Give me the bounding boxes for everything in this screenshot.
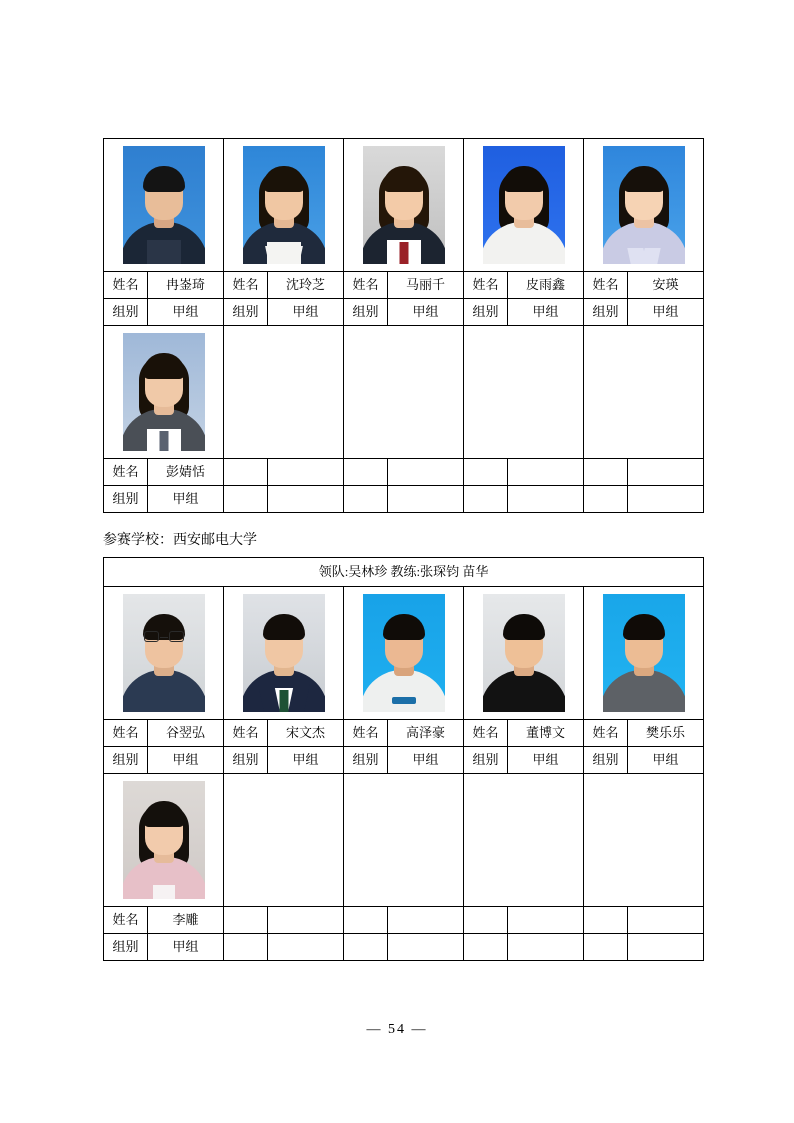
photo-cell-empty	[464, 326, 584, 459]
photo-cell	[464, 587, 584, 720]
page-number-text: — 54 —	[366, 1022, 428, 1037]
empty-cell	[508, 459, 584, 486]
value-name: 皮雨鑫	[508, 272, 584, 299]
empty-cell	[388, 907, 464, 934]
photo-cell-empty	[344, 326, 464, 459]
value-group: 甲组	[148, 486, 224, 513]
value-group: 甲组	[148, 934, 224, 961]
portrait-male-grey-tshirt	[603, 594, 685, 712]
empty-cell	[224, 934, 268, 961]
empty-cell	[224, 486, 268, 513]
portrait-female-grey-suit	[123, 333, 205, 451]
empty-cell	[388, 459, 464, 486]
empty-cell	[464, 907, 508, 934]
table-row-photos	[104, 326, 704, 459]
empty-cell	[268, 486, 344, 513]
photo-cell	[104, 326, 224, 459]
empty-cell	[584, 907, 628, 934]
photo-cell-empty	[584, 774, 704, 907]
table-row-groups	[104, 299, 704, 326]
empty-cell	[628, 486, 704, 513]
table-row-names	[104, 272, 704, 299]
portrait-female-white-collar	[243, 146, 325, 264]
label-group: 组别	[104, 486, 148, 513]
table-row-staff	[104, 558, 704, 587]
empty-cell	[344, 459, 388, 486]
portrait-male-glasses-navy	[123, 594, 205, 712]
table-row-photos	[104, 774, 704, 907]
photo-cell	[584, 139, 704, 272]
empty-cell	[224, 459, 268, 486]
value-name: 安瑛	[628, 272, 704, 299]
label-group: 组别	[464, 299, 508, 326]
label-group: 组别	[464, 747, 508, 774]
value-group: 甲组	[148, 747, 224, 774]
photo-cell-empty	[464, 774, 584, 907]
school-line: 参赛学校：西安邮电大学	[103, 533, 257, 548]
empty-cell	[584, 934, 628, 961]
empty-cell	[344, 934, 388, 961]
photo-cell	[584, 587, 704, 720]
photo-cell	[344, 587, 464, 720]
empty-cell	[388, 934, 464, 961]
empty-cell	[464, 459, 508, 486]
label-group: 组别	[224, 747, 268, 774]
value-name: 冉崟琦	[148, 272, 224, 299]
portrait-male-navy-suit	[123, 146, 205, 264]
photo-cell	[464, 139, 584, 272]
label-name: 姓名	[464, 272, 508, 299]
portrait-male-suit-tie	[243, 594, 325, 712]
value-group: 甲组	[628, 747, 704, 774]
photo-cell-empty	[224, 774, 344, 907]
label-name: 姓名	[584, 720, 628, 747]
table-row-photos	[104, 587, 704, 720]
empty-cell	[268, 934, 344, 961]
portrait-female-white-shirt	[483, 146, 565, 264]
value-name: 沈玲芝	[268, 272, 344, 299]
empty-cell	[508, 486, 584, 513]
label-name: 姓名	[224, 272, 268, 299]
empty-cell	[508, 907, 584, 934]
label-name: 姓名	[104, 459, 148, 486]
portrait-male-black-tshirt	[483, 594, 565, 712]
value-name: 马丽千	[388, 272, 464, 299]
value-name: 董博文	[508, 720, 584, 747]
empty-cell	[628, 459, 704, 486]
value-name: 彭婧恬	[148, 459, 224, 486]
photo-cell	[104, 139, 224, 272]
value-group: 甲组	[388, 747, 464, 774]
empty-cell	[464, 934, 508, 961]
label-name: 姓名	[104, 272, 148, 299]
photo-cell-empty	[344, 774, 464, 907]
table-row-photos	[104, 139, 704, 272]
label-group: 组别	[344, 747, 388, 774]
photo-cell-empty	[224, 326, 344, 459]
photo-cell	[104, 774, 224, 907]
label-group: 组别	[584, 747, 628, 774]
staff-line: 领队:吴林珍 教练:张琛钧 苗华	[104, 558, 704, 587]
label-name: 姓名	[104, 720, 148, 747]
label-group: 组别	[584, 299, 628, 326]
empty-cell	[344, 486, 388, 513]
table-row-groups	[104, 486, 704, 513]
empty-cell	[584, 459, 628, 486]
value-group: 甲组	[508, 299, 584, 326]
value-group: 甲组	[148, 299, 224, 326]
portrait-female-pink-shirt	[123, 781, 205, 899]
value-group: 甲组	[628, 299, 704, 326]
label-group: 组别	[104, 747, 148, 774]
value-group: 甲组	[268, 299, 344, 326]
table-row-groups	[104, 934, 704, 961]
label-group: 组别	[224, 299, 268, 326]
empty-cell	[464, 486, 508, 513]
empty-cell	[224, 907, 268, 934]
photo-cell	[224, 139, 344, 272]
label-name: 姓名	[464, 720, 508, 747]
label-group: 组别	[344, 299, 388, 326]
label-group: 组别	[104, 934, 148, 961]
value-name: 谷翌弘	[148, 720, 224, 747]
value-group: 甲组	[268, 747, 344, 774]
empty-cell	[628, 934, 704, 961]
empty-cell	[268, 907, 344, 934]
empty-cell	[628, 907, 704, 934]
value-group: 甲组	[508, 747, 584, 774]
label-group: 组别	[104, 299, 148, 326]
table-row-names	[104, 459, 704, 486]
empty-cell	[508, 934, 584, 961]
portrait-male-white-tshirt	[363, 594, 445, 712]
label-name: 姓名	[344, 720, 388, 747]
roster-table-1	[103, 138, 704, 513]
label-name: 姓名	[224, 720, 268, 747]
portrait-female-lavender-shirt	[603, 146, 685, 264]
value-group: 甲组	[388, 299, 464, 326]
photo-cell	[224, 587, 344, 720]
table-row-names	[104, 907, 704, 934]
label-name: 姓名	[104, 907, 148, 934]
table-row-names	[104, 720, 704, 747]
photo-cell	[344, 139, 464, 272]
value-name: 李雕	[148, 907, 224, 934]
value-name: 高泽豪	[388, 720, 464, 747]
label-name: 姓名	[584, 272, 628, 299]
empty-cell	[268, 459, 344, 486]
empty-cell	[584, 486, 628, 513]
empty-cell	[388, 486, 464, 513]
value-name: 宋文杰	[268, 720, 344, 747]
portrait-female-tie-uniform	[363, 146, 445, 264]
page-number	[0, 1022, 794, 1038]
roster-table-2	[103, 557, 704, 961]
table-row-groups	[104, 747, 704, 774]
label-name: 姓名	[344, 272, 388, 299]
photo-cell-empty	[584, 326, 704, 459]
value-name: 樊乐乐	[628, 720, 704, 747]
document-body	[103, 138, 703, 961]
empty-cell	[344, 907, 388, 934]
photo-cell	[104, 587, 224, 720]
